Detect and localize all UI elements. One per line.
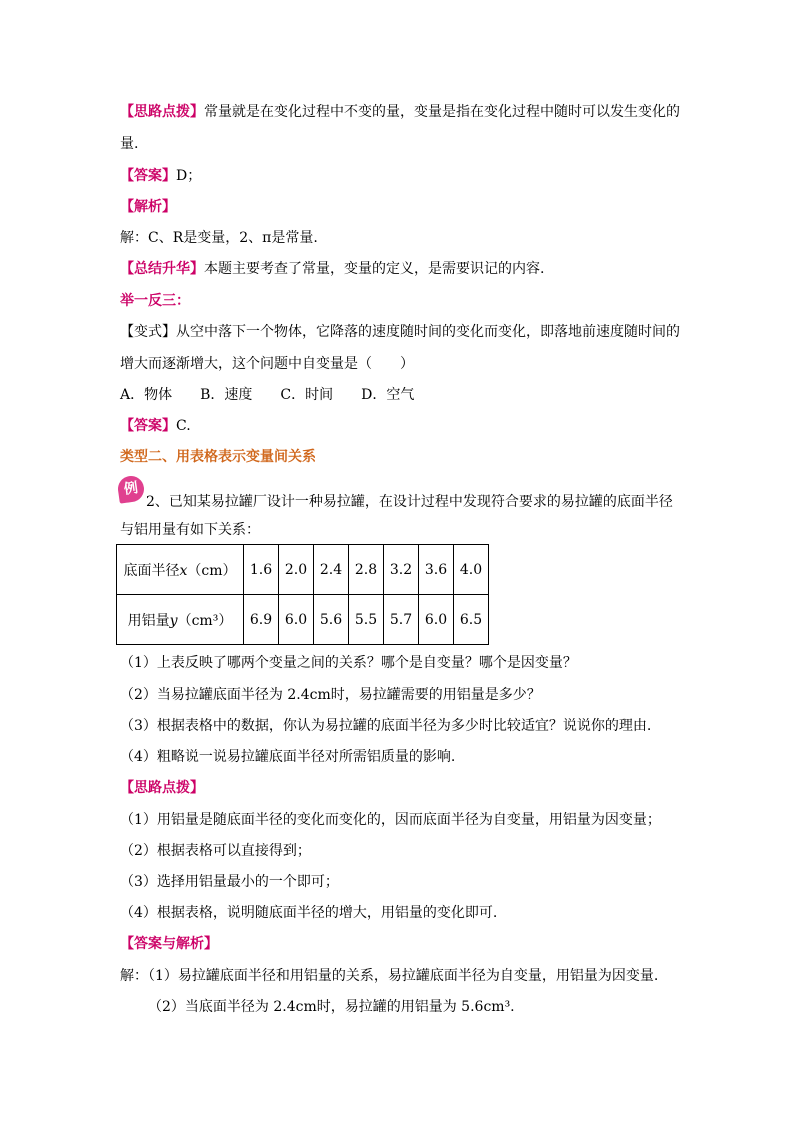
hint-item-2: （2）根据表格可以直接得到； — [120, 843, 311, 859]
table-row — [117, 595, 489, 645]
answer-text: D； — [176, 168, 202, 184]
question-2: （2）当易拉罐底面半径为 2.4cm时，易拉罐需要的用铝量是多少？ — [120, 687, 541, 703]
answer-item-1: 解：（1）易拉罐底面半径和用铝量的关系，易拉罐底面半径为自变量，用铝量为因变量. — [120, 968, 659, 984]
table-cell: 5.6 — [314, 595, 349, 645]
answer-item-2: （2）当底面半径为 2.4cm时，易拉罐的用铝量为 5.6cm³. — [148, 999, 515, 1015]
table-row — [117, 545, 489, 595]
example-line-1 — [146, 492, 673, 512]
data-table — [116, 544, 489, 645]
table-cell: 2.0 — [279, 545, 314, 595]
row-header-text: 用铝量 — [127, 612, 170, 629]
answer-analysis-tag: 【答案与解析】 — [120, 936, 218, 952]
hint-line-2 — [120, 134, 138, 154]
question-4: （4）粗略说一说易拉罐底面半径对所需铝质量的影响. — [120, 749, 456, 765]
practice-heading: 举一反三： — [120, 293, 190, 309]
table-cell: 5.5 — [349, 595, 384, 645]
hint-line-1 — [120, 102, 680, 122]
table-cell: 6.9 — [244, 595, 279, 645]
variant-line-2 — [120, 354, 414, 374]
summary-line — [120, 259, 544, 279]
variant-answer-line — [120, 416, 191, 436]
analysis-line — [120, 228, 318, 248]
row-header-var: y — [169, 612, 178, 629]
variant-answer-tag: 【答案】 — [120, 418, 176, 434]
hint-item-1: （1）用铝量是随底面半径的变化而变化的，因而底面半径为自变量，用铝量为因变量； — [120, 812, 661, 828]
table-cell: 6.0 — [279, 595, 314, 645]
example-line-2 — [120, 520, 260, 540]
hint-tag: 【思路点拨】 — [120, 104, 204, 120]
table-cell: 3.2 — [384, 545, 419, 595]
variant-options — [120, 385, 414, 405]
example-text-cont: 与铝用量有如下关系： — [120, 522, 260, 538]
variant-text-cont: 增大而逐渐增大，这个问题中自变量是（ ） — [120, 356, 414, 372]
hints-tag: 【思路点拨】 — [120, 780, 204, 796]
table-cell: 1.6 — [244, 545, 279, 595]
row-header-aluminum — [117, 595, 244, 645]
answer-tag: 【答案】 — [120, 168, 176, 184]
table-cell: 6.0 — [419, 595, 454, 645]
example-text: 2、已知某易拉罐厂设计一种易拉罐，在设计过程中发现符合要求的易拉罐的底面半径 — [146, 494, 673, 510]
hint-item-3: （3）选择用铝量最小的一个即可； — [120, 874, 339, 890]
table-cell: 2.4 — [314, 545, 349, 595]
example-badge-icon: 例 — [116, 474, 145, 503]
type-two-heading: 类型二、用表格表示变量间关系 — [120, 449, 316, 465]
table-cell: 6.5 — [454, 595, 489, 645]
analysis-text: 解：C、R是变量，2、π是常量. — [120, 230, 318, 246]
table-cell: 4.0 — [454, 545, 489, 595]
variant-text: 【变式】从空中落下一个物体，它降落的速度随时间的变化而变化，即落地前速度随时间的 — [120, 324, 680, 340]
hint-item-4: （4）根据表格，说明随底面半径的增大，用铝量的变化即可. — [120, 905, 498, 921]
analysis-tag: 【解析】 — [120, 199, 176, 215]
variant-line-1 — [120, 322, 680, 342]
hint-text-cont: 量. — [120, 136, 139, 152]
hint-text: 常量就是在变化过程中不变的量，变量是指在变化过程中随时可以发生变化的 — [204, 104, 680, 120]
question-1: （1）上表反映了哪两个变量之间的关系？哪个是自变量？哪个是因变量？ — [120, 655, 577, 671]
summary-tag: 【总结升华】 — [120, 261, 204, 277]
row-header-unit: （cm） — [187, 562, 237, 579]
row-header-radius — [117, 545, 244, 595]
table-cell: 2.8 — [349, 545, 384, 595]
question-3: （3）根据表格中的数据，你认为易拉罐的底面半径为多少时比较适宜？说说你的理由. — [120, 718, 652, 734]
table-cell: 3.6 — [419, 545, 454, 595]
row-header-unit: （cm³） — [177, 612, 233, 629]
summary-text: 本题主要考查了常量，变量的定义，是需要识记的内容. — [204, 261, 545, 277]
analysis-heading-line — [120, 197, 176, 217]
row-header-var: x — [179, 562, 188, 579]
answer-line — [120, 166, 201, 186]
table-cell: 5.7 — [384, 595, 419, 645]
row-header-text: 底面半径 — [123, 562, 180, 579]
variant-answer-text: C. — [176, 418, 191, 434]
options-text: A．物体 B．速度 C．时间 D．空气 — [120, 387, 415, 403]
